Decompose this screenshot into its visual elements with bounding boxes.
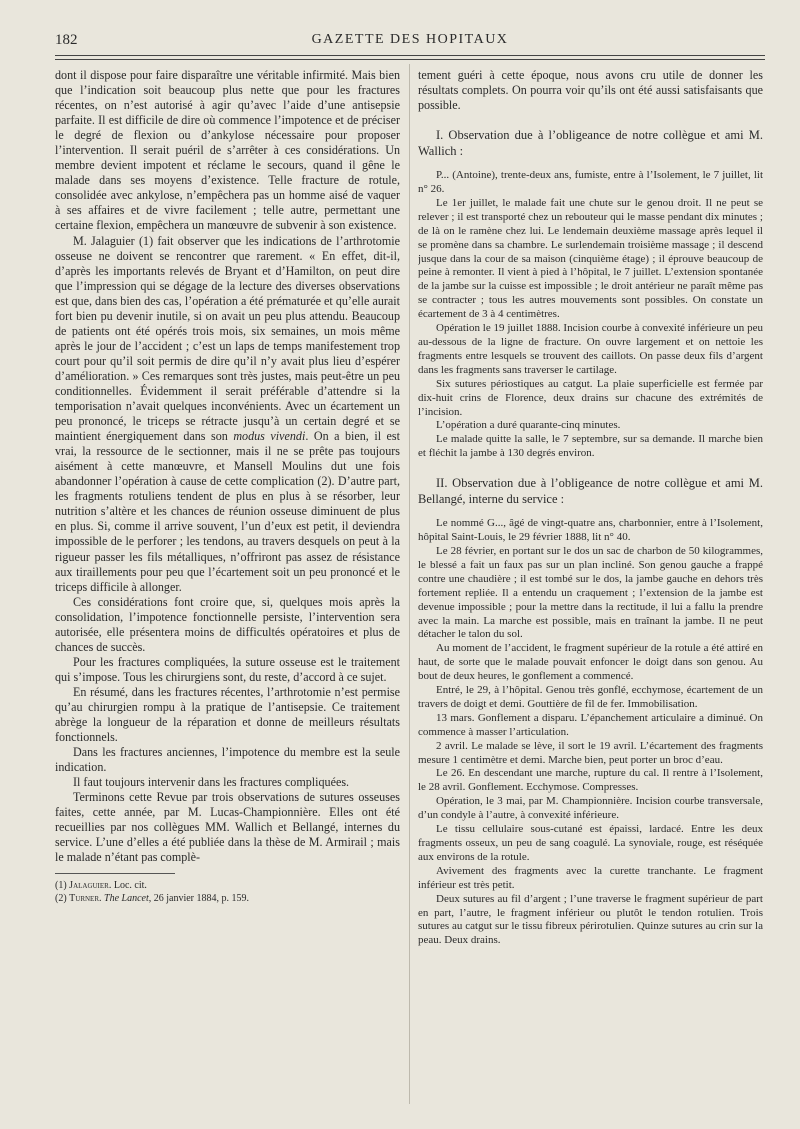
page-number: 182: [55, 32, 78, 48]
paragraph: En résumé, dans les fractures récentes, l’arthrotomie n’est permise qu’au chirurgien rompu à la pratique de l’antisepsie. Ce traitement abrège la longueur de la réparation et donne de meilleurs résultats fonctionnels.: [55, 684, 400, 745]
observation-paragraph: Entré, le 29, à l’hôpital. Genou très gonflé, ecchymose, écartement de un travers de doigt et demi. Gouttière de fil de fer. Immobilisation.: [418, 684, 763, 710]
paragraph: Pour les fractures compliquées, la suture osseuse est le traitement qui s’impose. Tous les chirurgiens sont, du reste, d’accord à ce sujet.: [55, 654, 400, 684]
observation-paragraph: Le 1er juillet, le malade fait une chute sur le genou droit. Il ne peut se relever ; il est transporté chez un rebouteur qui le masse pendant dix minutes ; de là on le ramène chez lui. Le lendemain deuxième massage après lequel il se promène dans sa chambre. Le surlendemain troisième massage ; il descend jusque dans la cour de sa maison (cinquième étage) ; il éprouve beaucoup de peine à remonter. Il vient à pied à l’hôpital, le 7 juillet. L’extension spontanée de la jambe sur la cuisse est impossible ; le droit antérieur ne paraît même pas se contracter ; tous les autres mouvements sont possibles. On constate un écartement de 3 à 4 centimètres.: [418, 196, 763, 321]
observation-paragraph: Avivement des fragments avec la curette tranchante. Le fragment inférieur est très petit.: [418, 864, 763, 891]
paragraph: Il faut toujours intervenir dans les fractures compliquées.: [73, 775, 350, 790]
observation-paragraph: Le 28 février, en portant sur le dos un sac de charbon de 50 kilogrammes, le blessé a fait un faux pas sur un plan incliné. Son genou gauche a frappé contre une chaudière ; il est tombé sur le dos, la jambe gauche en dehors très fortement repliée. Il a entendu un craquement ; l’extension de la jambe est devenue impossible ; pour la mettre dans la rectitude, il lui a fallu la prendre avec la main. La marche est possible, mais en traînant la jambe. Il ne peut détacher le talon du sol.: [418, 544, 763, 641]
italic-term: modus vivendi: [233, 429, 306, 444]
paragraph: tement guéri à cette époque, nous avons cru utile de donner les résultats complets. On pourra voir qu’ils ont été aussi satisfaisants que possible.: [418, 68, 763, 113]
footnote-text: Loc. cit.: [111, 880, 147, 892]
observation-paragraph: Opération, le 3 mai, par M. Championnière. Incision courbe transversale, d’un condyle à l’autre, à convexité inférieure.: [418, 795, 763, 822]
observation-2-title: II. Observation due à l’obligeance de notre collègue et ami M. Bellangé, interne du service :: [418, 476, 763, 507]
footnote-author: Jalaguier.: [69, 880, 112, 892]
paragraph: Dans les fractures anciennes, l’impotence du membre est la seule indication.: [55, 745, 400, 775]
observation-1: [418, 169, 763, 461]
footnote-number: (1): [55, 880, 70, 892]
paragraph-text: . On a bien, il est vrai, la ressource de le sectionner, mais il ne se prête pas toujours aisément à cette manœuvre, et Mansell Moulins dut une fois abandonner l’opération à cause de cette complication (2). D’autre part, les fragments rotuliens tendent de plus en plus à se résorber, leur nutrition s’altère et les chances de réunion osseuse diminuent de plus en plus. Si, comme il arrive souvent, l’un d’eux est petit, il deviendra impossible de le perforer ; les tendons, au travers desquels on peut à la rigueur passer les fils métalliques, n’offriront pas assez de résistance aux tiraillements pour peu que l’écartement soit un peu prononcé et le triceps difficile à allonger.: [55, 429, 400, 594]
observation-paragraph: P... (Antoine), trente-deux ans, fumiste, entre à l’Isolement, le 7 juillet, lit n° 26.: [418, 169, 763, 196]
footnote-rule: [55, 873, 175, 874]
column-divider: [409, 64, 410, 1104]
paragraph: [55, 234, 400, 595]
header-rule-secondary: [55, 59, 765, 60]
footnote-text: , 26 janvier 1884, p. 159.: [148, 893, 249, 905]
footnote-author: Turner.: [69, 893, 102, 905]
observation-paragraph: 2 avril. Le malade se lève, il sort le 19 avril. L’écartement des fragments mesure 1 centimètre et demi. Marche bien, peut porter un broc d’eau.: [418, 739, 763, 766]
footnote-2: [55, 892, 400, 905]
observation-paragraph: Six sutures périostiques au catgut. La plaie superficielle est fermée par dix-huit crins de Florence, deux drains sur chacune des extrémités de l’incision.: [418, 377, 763, 418]
observation-paragraph: Au moment de l’accident, le fragment supérieur de la rotule a été attiré en haut, de sorte que le malade pouvait enfoncer le doigt dans son genou. Au bout de deux heures, le gonflement a commencé.: [418, 642, 763, 683]
footnote-number: (2): [55, 893, 70, 905]
left-column: [55, 68, 400, 1108]
paragraph: dont il dispose pour faire disparaître une véritable infirmité. Mais bien que l’indication soit beaucoup plus nette que pour les fractures récentes, on n’est autorisé à agir qu’avec l’aide d’une antisepsie parfaite. Il est difficile de dire où commence l’impotence et de préciser le degré de flexion ou d’ankylose nécessaire pour proposer l’intervention. Il serait puéril de s’arrêter à ces considérations. Un membre devient impotent et réclame le secours, quand il gêne le malade dans ses moyens d’existence. Telle fracture de rotule, consolidée avec ankylose, n’empêchera pas un homme aisé de vaquer à ses affaires et de vivre facilement ; telle autre, permettant une certaine flexion, empêchera un manœuvre de subvenir à son existence.: [55, 68, 400, 233]
observation-paragraph: Deux sutures au fil d’argent ; l’une traverse le fragment supérieur de part en part, l’autre, le fragment inférieur ou plutôt le tendon rotulien. Trois sutures au catgut sur le tissu fibreux périrotulien. Quinze sutures au crin sur la peau. Deux drains.: [418, 892, 763, 947]
paragraph: Terminons cette Revue par trois observations de sutures osseuses faites, cette année, par M. Lucas-Championnière. Elles ont été recueillies par nos collègues MM. Wallich et Bellangé, internes du service. L’une d’elles a été publiée dans la thèse de M. Armirail ; mais le malade n’étant pas complè-: [55, 790, 400, 865]
footnote-1: [55, 879, 400, 892]
paragraph-text: M. Jalaguier (1) fait observer que les indications de l’arthrotomie osseuse ne doivent se rencontrer que rarement. « En effet, dit-il, d’après les importants relevés de Bryant et d’Hamilton, on peut dire que l’impression qui se dégage de la lecture des diverses observations est que, dans bien des cas, l’opération a été prématurée et qu’elle aurait fort bien pu devenir inutile, si on avait un peu plus attendu. Beaucoup de patients ont été opérés trois mois, six semaines, un mois même après le jour de l’accident ; c’est un laps de temps manifestement trop court pour qu’il soit permis de dire qu’il n’y avait plus lieu d’espérer d’amélioration. » Ces remarques sont très justes, mais peut-être un peu conditionnelles. Évidemment il serait préférable d’attendre si la temporisation n’avait quelques inconvénients. Avec un écartement un peu prononcé, le triceps se rétracte jusqu’à un certain degré et se maintient énergiquement dans son: [55, 233, 400, 444]
observation-paragraph: Le tissu cellulaire sous-cutané est épaissi, lardacé. Entre les deux fragments osseux, un peu de sang coagulé. La synoviale, rouge, est réséquée aux environs de la rotule.: [418, 823, 763, 863]
observation-paragraph: Opération le 19 juillet 1888. Incision courbe à convexité inférieure un peu au-dessous de la ligne de fracture. On ouvre largement et on nettoie les fragments entre lesquels se trouvent des caillots. On passe deux fils d’argent dans les fragments sans traverser le cartilage.: [418, 322, 763, 376]
paragraph: Ces considérations font croire que, si, quelques mois après la consolidation, l’impotence fonctionnelle persiste, l’intervention sera autorisée, elle présentera moins de difficultés opératoires et plus de chances de succès.: [55, 594, 400, 654]
running-title: GAZETTE DES HOPITAUX: [311, 32, 509, 47]
observation-paragraph: Le nommé G..., âgé de vingt-quatre ans, charbonnier, entre à l’Isolement, hôpital Saint-Louis, le 29 février 1888, lit n° 40.: [418, 517, 763, 544]
observation-paragraph: Le 26. En descendant une marche, rupture du cal. Il rentre à l’Isolement, le 28 avril. Gonflement. Ecchymose. Compresses.: [418, 767, 763, 794]
observation-paragraph: 13 mars. Gonflement a disparu. L’épanchement articulaire a diminué. On commence à masser l’articulation.: [418, 711, 763, 738]
observation-paragraph: L’opération a duré quarante-cinq minutes.: [436, 419, 621, 432]
footnote-journal: The Lancet: [104, 893, 149, 905]
page-header: [55, 30, 765, 56]
right-column: [418, 68, 763, 1108]
header-rule: [55, 55, 765, 56]
observation-1-title: I. Observation due à l’obligeance de notre collègue et ami M. Wallich :: [418, 128, 763, 159]
observation-paragraph: Le malade quitte la salle, le 7 septembre, sur sa demande. Il marche bien et fléchit la jambe à 130 degrés environ.: [418, 433, 763, 460]
observation-2: [418, 517, 763, 948]
